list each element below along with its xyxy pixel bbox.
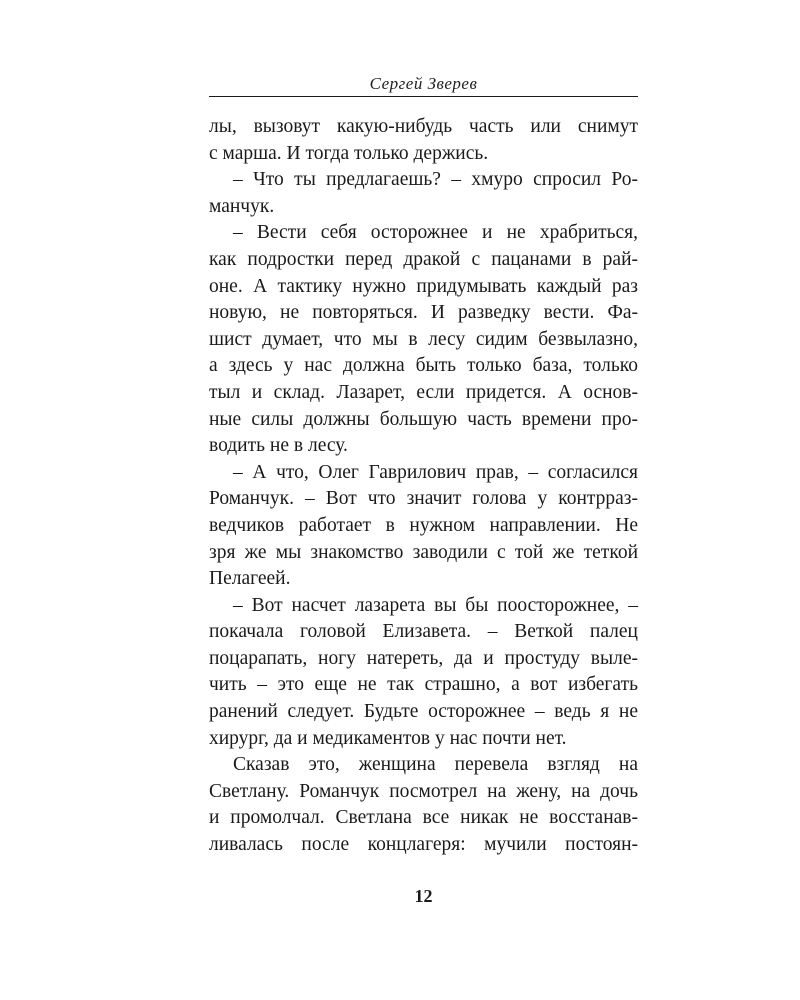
text-line: ливалась после концлагеря: мучили постоян-	[209, 834, 638, 856]
text-line: лы, вызовут какую-нибудь часть или снимут	[209, 116, 638, 137]
text-line: – Что ты предлагаешь? – хмуро спросил Ро-	[233, 169, 638, 191]
text-line: шист думает, что мы в лесу сидим безвылазно,	[209, 328, 638, 350]
text-line: как подростки перед дракой с пацанами в рай-	[209, 248, 638, 270]
text-line: новую, не повторяться. И разведку вести. Фа-	[209, 302, 638, 324]
text-line: – Вот насчет лазарета вы бы поосторожнее, –	[233, 594, 638, 616]
text-line: Светлану. Романчук посмотрел на жену, на дочь	[209, 780, 638, 802]
text-line: ведчиков работает в нужном направлении. Не	[209, 514, 638, 536]
text-line: манчук.	[209, 195, 275, 217]
text-line: зря же мы знакомство заводили с той же теткой	[209, 541, 638, 563]
text-line: ные силы должны большую часть времени про-	[209, 408, 638, 430]
text-line: а здесь у нас должна быть только база, только	[209, 355, 638, 377]
text-line: – А что, Олег Гаврилович прав, – согласился	[233, 461, 638, 483]
body-text	[209, 114, 638, 859]
text-line: водить не в лесу.	[209, 435, 348, 457]
page-number: 12	[414, 886, 433, 906]
text-line: покачала головой Елизавета. – Веткой палец	[209, 621, 638, 643]
text-line: хирург, да и медикаментов у нас почти нет.	[209, 727, 567, 749]
text-line: и промолчал. Светлана все никак не восстанав-	[209, 807, 638, 829]
text-line: с марша. И тогда только держись.	[209, 142, 489, 164]
text-line: ранений следует. Будьте осторожнее – ведь я не	[209, 701, 638, 723]
text-line: – Вести себя осторожнее и не храбриться,	[233, 222, 638, 244]
text-line: поцарапать, ногу натереть, да и простуду выле-	[209, 647, 638, 669]
header-rule	[209, 96, 638, 97]
text-line: тыл и склад. Лазарет, если придется. А основ-	[209, 381, 638, 403]
text-line: Романчук. – Вот что значит голова у контрраз-	[209, 488, 638, 510]
text-line: чить – это еще не так страшно, а вот избегать	[209, 674, 638, 696]
text-line: Пелагеей.	[209, 568, 291, 590]
text-line: оне. А тактику нужно придумывать каждый раз	[209, 275, 638, 297]
running-head-author: Сергей Зверев	[369, 74, 478, 93]
text-line: Сказав это, женщина перевела взгляд на	[233, 754, 638, 776]
